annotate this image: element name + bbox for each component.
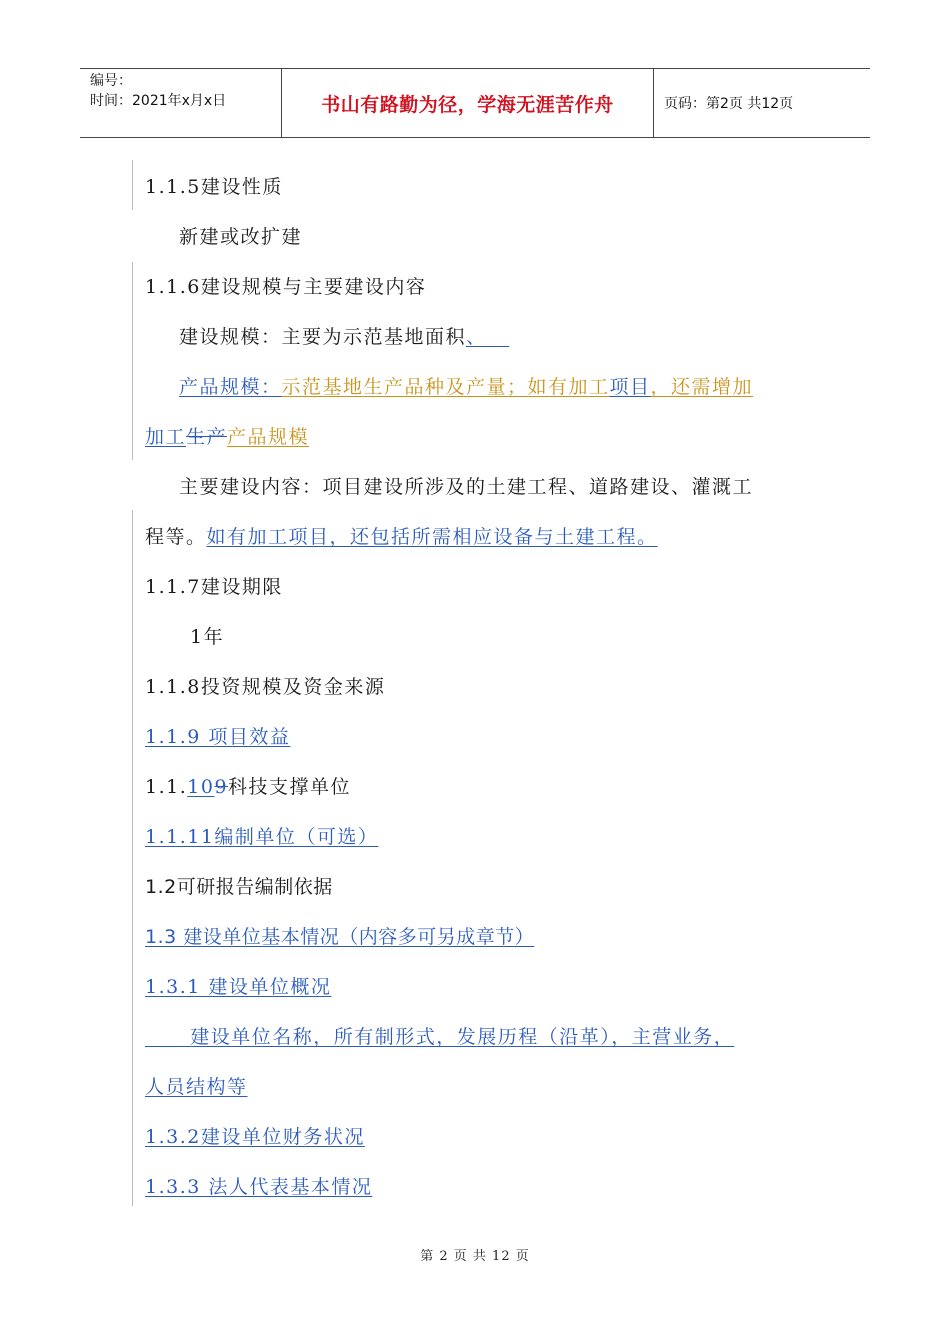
main-content: 主要建设内容：项目建设所涉及的土建工程、道路建设、灌溉工: [179, 476, 754, 498]
unit-overview: [145, 1025, 734, 1049]
page-header: [80, 68, 870, 138]
section-1-1-11: 1.1.11编制单位（可选）: [145, 826, 379, 848]
unit-overview-text: 建设单位名称，所有制形式，发展历程（沿革），主营业务，: [190, 1026, 735, 1048]
number-label: 编号：: [90, 73, 132, 89]
project-text: 项目: [609, 376, 651, 398]
inserted-space: [487, 326, 510, 348]
header-meta: [80, 69, 282, 137]
product-scale-cont: [145, 425, 309, 449]
construction-period: 1年: [190, 626, 225, 648]
product-scale-text: 示范基地生产品种及产量；如有加工: [281, 376, 610, 398]
page-footer: 第 2 页 共 12 页: [420, 1249, 530, 1264]
construction-nature: 新建或改扩建: [179, 226, 303, 248]
processing-equipment: 如有加工项目，还包括所需相应设备与土建工程。: [206, 526, 658, 548]
section-1-3: 1.3 建设单位基本情况（内容多可另成章节）: [145, 926, 535, 948]
section-1-1-5: 1.1.5建设性质: [145, 176, 283, 198]
product-scale-label: 产品规模：: [179, 376, 282, 398]
section-1-3-1: 1.3.1 建设单位概况: [145, 976, 332, 998]
revision-bar: [132, 262, 133, 460]
construction-scale-text: 建设规模：主要为示范基地面积: [179, 326, 467, 348]
inserted-mark: 、: [466, 326, 487, 348]
section-1-1-9: 1.1.9 项目效益: [145, 726, 291, 748]
time-label: 时间：2021年x月x日: [90, 93, 227, 109]
deleted-number: 9: [214, 776, 229, 798]
section-1-1-7: 1.1.7建设期限: [145, 576, 283, 598]
section-1-1-8: 1.1.8投资规模及资金来源: [145, 676, 386, 698]
section-1-2: 1.2可研报告编制依据: [145, 876, 333, 898]
section-1-3-2: 1.3.2建设单位财务状况: [145, 1126, 365, 1148]
construction-scale: [179, 325, 509, 349]
section-prefix: 1.1.: [145, 776, 188, 798]
inserted-number: 10: [187, 776, 215, 798]
section-1-3-3: 1.3.3 法人代表基本情况: [145, 1176, 373, 1198]
add-text: ，还需增加: [650, 376, 754, 398]
product-scale-end: 产品规模: [227, 426, 310, 448]
tech-support-unit: 科技支撑单位: [228, 776, 352, 798]
deleted-production: 生产: [186, 426, 228, 448]
section-1-1-6: 1.1.6建设规模与主要建设内容: [145, 276, 427, 298]
header-page-info: 页码：第2页 共12页: [664, 96, 794, 112]
product-scale: [179, 375, 753, 399]
personnel-structure: 人员结构等: [145, 1076, 248, 1098]
section-1-1-10: [145, 775, 351, 799]
indent-space: [145, 1026, 190, 1048]
revision-bar: [132, 160, 133, 210]
processing-text: 加工: [145, 426, 187, 448]
header-motto: 书山有路勤为径，学海无涯苦作舟: [282, 69, 654, 137]
main-content-end: 程等。: [145, 526, 207, 548]
revision-bar: [132, 510, 133, 1206]
main-content-cont: [145, 525, 658, 549]
